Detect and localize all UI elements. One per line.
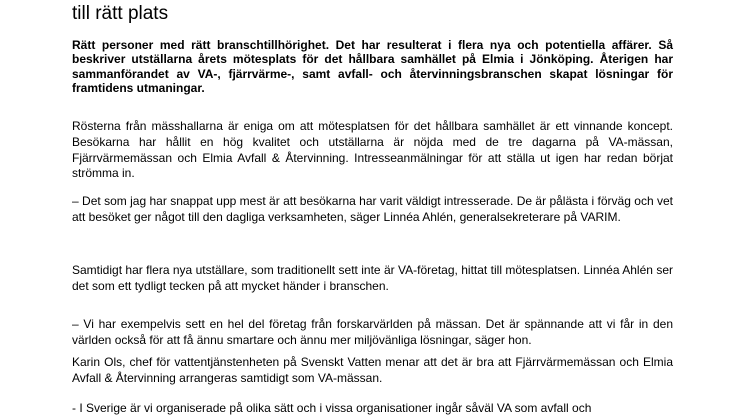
body-paragraph: Rösterna från mässhallarna är eniga om att mötesplatsen för det hållbara samhället är ett vinnande koncept. Besökarna har hållit en hög kvalitet och utställarna är nöjda med de tre dagarna på VA-mässan, Fjärrvärmemässan och Elmia Avfall & Återvinning. Intresseanmälningar för att ställa ut igen har redan börjat strömma in. [72,119,673,181]
body-paragraph: Samtidigt har flera nya utställare, som traditionellt sett inte är VA-företag, hittat till mötesplatsen. Linnéa Ahlén ser det som ett tydligt tecken på att mycket händer i branschen. [72,263,673,293]
body-paragraph: – Vi har exempelvis sett en hel del företag från forskarvärlden på mässan. Det är spännande att vi får in den världen också för att få ännu smartare och ännu mer miljövänliga lösningar, säger hon. [72,317,673,347]
lead-paragraph: Rätt personer med rätt branschtillhörighet. Det har resulterat i flera nya och potentiella affärer. Så beskriver utställarna årets mötesplats för det hållbara samhället på Elmia i Jönköping. Återigen har sammanförandet av VA-, fjärrvärme-, samt avfall- och återvinningsbranschen skapat lösningar för framtidens utmaningar. [72,38,673,96]
body-paragraph: Karin Ols, chef för vattentjänstenheten på Svenskt Vatten menar att det är bra att Fjärrvärmemässan och Elmia Avfall & Återvinning arrangeras samtidigt som VA-mässan. [72,355,673,385]
body-paragraph: - I Sverige är vi organiserade på olika sätt och i vissa organisationer ingår såväl VA som avfall och [72,401,592,415]
document-title: till rätt plats [72,3,169,24]
body-paragraph: – Det som jag har snappat upp mest är att besökarna har varit väldigt intresserade. De är pålästa i förväg och vet att besöket ger något till den dagliga verksamheten, säger Linnéa Ahlén, generalsekreterare på VARIM. [72,194,673,224]
